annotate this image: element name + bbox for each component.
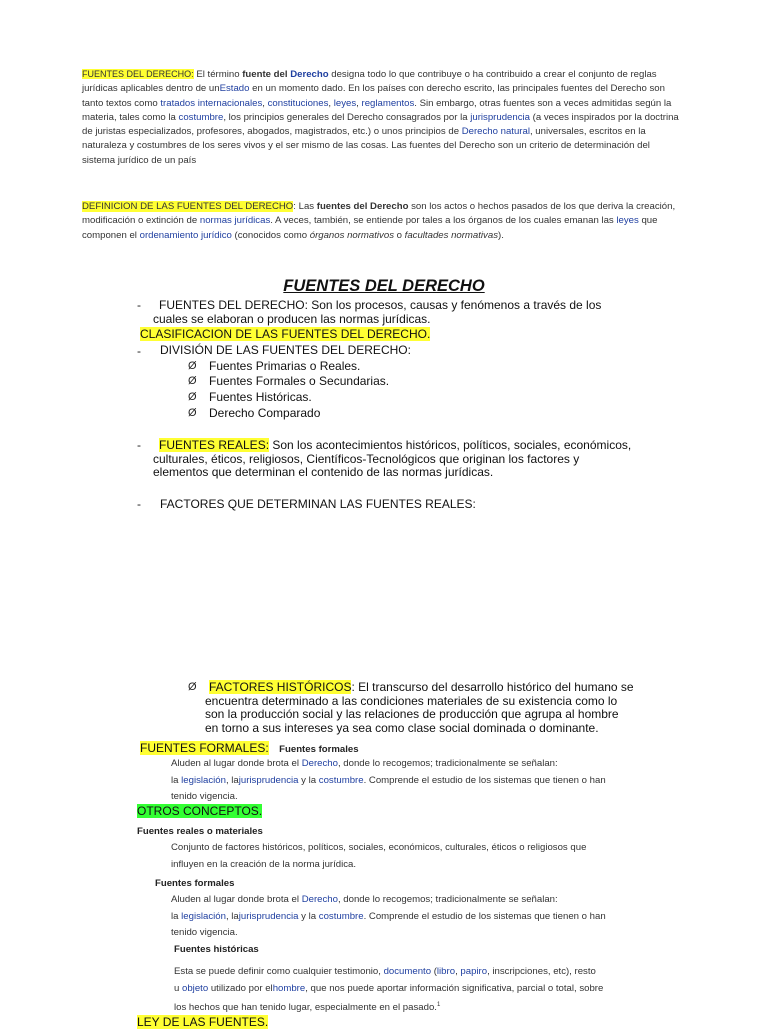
division-item: Fuentes Formales o Secundarias. — [209, 374, 390, 388]
dash-marker: - — [137, 438, 141, 452]
page-title: FUENTES DEL DERECHO — [283, 277, 485, 295]
link-documento[interactable]: documento — [383, 966, 432, 977]
fuentes-reales-paragraph: FUENTES REALES: Son los acontecimientos históricos, políticos, sociales, económicos, culturales, éticos, religiosos, Científicos-Tecnológicos que originan los factores y elementos que determinan el contenido de las normas jurídicas. — [153, 438, 632, 479]
division-item: Fuentes Históricas. — [209, 390, 312, 404]
link-estado[interactable]: Estado — [219, 83, 250, 95]
bullet-symbol: Ø — [188, 375, 197, 387]
dash-marker: - — [137, 298, 141, 312]
link-hombre[interactable]: hombre — [272, 982, 306, 994]
fuentes-historicas-heading: Fuentes históricas — [174, 944, 259, 955]
dash-marker: - — [137, 497, 141, 511]
fuentes-reales-text: Conjunto de factores históricos, políticos, sociales, económicos, culturales, éticos o religiosos que influyen en la creación de la norma jurídica. — [171, 842, 587, 870]
definicion-paragraph: DEFINICION DE LAS FUENTES DEL DERECHO: Las fuentes del Derecho son los actos o hechos pasados de los que deriva la creación, modificación o extinción de normas jurídicas. A veces, también, se entiende por tales a los órganos de los cuales emanan las leyes que componen el ordenamiento jurídico (conocidos como órganos normativos o facultades normativas). — [82, 201, 676, 241]
link-costumbre-3[interactable]: costumbre — [318, 910, 364, 922]
fuentes-formales-text-2: Aluden al lugar donde brota el Derecho, donde lo recogemos; tradicionalmente se señalan: la legislación, lajurisprudencia y la costumbre. Comprende el estudio de los sistemas que tienen o han tenido vigencia. — [171, 894, 606, 938]
link-libro[interactable]: libro — [436, 966, 456, 977]
fuentes-reales-heading: Fuentes reales o materiales — [137, 826, 263, 837]
link-costumbre-2[interactable]: costumbre — [318, 774, 364, 786]
dash-marker: - — [137, 344, 141, 358]
division-item: Derecho Comparado — [209, 406, 321, 420]
link-legislacion[interactable]: legislación — [181, 774, 226, 786]
link-jurisprudencia[interactable]: jurisprudencia — [470, 111, 530, 123]
fuentes-formales-heading-2: Fuentes formales — [155, 878, 235, 889]
link-derecho-natural[interactable]: Derecho natural — [461, 126, 530, 138]
link-legislacion-2[interactable]: legislación — [181, 910, 226, 922]
link-objeto[interactable]: objeto — [182, 982, 209, 994]
clasificacion-heading: CLASIFICACION DE LAS FUENTES DEL DERECHO. — [140, 327, 431, 341]
fuentes-historicas-text: Esta se puede definir como cualquier testimonio, documento (libro, papiro, inscripciones, etc), resto u objeto utilizado por elhombre, que nos puede aportar información significativa, parcial o total, sobre los hechos que han tenido lugar, especialmente en el pasado.$^1$ — [174, 966, 604, 1014]
link-leyes-2[interactable]: leyes — [616, 215, 639, 227]
footnote-marker[interactable]: 1 — [436, 1002, 441, 1008]
link-papiro[interactable]: papiro — [460, 966, 488, 977]
link-jurisprudencia-3[interactable]: jurisprudencia — [238, 910, 299, 922]
fuentes-formales-text: Aluden al lugar donde brota el Derecho, donde lo recogemos; tradicionalmente se señalan: la legislación, lajurisprudencia y la costumbre. Comprende el estudio de los sistemas que tienen o han tenido vigencia. — [171, 758, 606, 802]
fuentes-formales-row — [140, 739, 359, 757]
item-fuentes-derecho: FUENTES DEL DERECHO: Son los procesos, causas y fenómenos a través de los cuales se elaboran o producen las normas jurídicas. — [153, 298, 602, 326]
link-constituciones[interactable]: constituciones — [267, 97, 329, 109]
fuentes-formales-heading: Fuentes formales — [279, 744, 359, 755]
definicion-label: DEFINICION DE LAS FUENTES DEL DERECHO — [82, 201, 294, 212]
bullet-symbol: Ø — [188, 407, 197, 419]
division-heading: DIVISIÓN DE LAS FUENTES DEL DERECHO: — [160, 343, 411, 357]
link-costumbre[interactable]: costumbre — [178, 111, 224, 123]
intro-label: FUENTES DEL DERECHO: — [82, 69, 194, 79]
link-ordenamiento[interactable]: ordenamiento jurídico — [139, 229, 232, 241]
fuentes-reales-label: FUENTES REALES: — [159, 438, 270, 452]
bullet-symbol: Ø — [188, 360, 197, 372]
otros-conceptos-heading: OTROS CONCEPTOS. — [137, 804, 263, 818]
link-derecho-2[interactable]: Derecho — [301, 758, 338, 769]
division-item: Fuentes Primarias o Reales. — [209, 359, 361, 373]
link-normas[interactable]: normas jurídicas — [199, 215, 271, 227]
link-derecho[interactable]: Derecho — [290, 69, 329, 80]
ley-fuentes-heading: LEY DE LAS FUENTES. — [137, 1015, 269, 1029]
link-leyes[interactable]: leyes — [333, 97, 357, 109]
factores-historicos-paragraph: FACTORES HISTÓRICOS: El transcurso del desarrollo histórico del humano se encuentra determinado a las condiciones materiales de su existencia como lo son la producción social y las relaciones de producción que agrupa al hombre en torno a sus intereses ya sea como clase social dominada o dominante. — [205, 680, 634, 735]
link-derecho-3[interactable]: Derecho — [301, 894, 338, 905]
factores-heading: FACTORES QUE DETERMINAN LAS FUENTES REALES: — [160, 497, 476, 511]
factores-historicos-label: FACTORES HISTÓRICOS — [209, 680, 352, 694]
fuentes-formales-label: FUENTES FORMALES: — [140, 741, 269, 755]
link-reglamentos[interactable]: reglamentos — [361, 97, 415, 109]
link-tratados[interactable]: tratados internacionales — [160, 97, 263, 109]
intro-paragraph: FUENTES DEL DERECHO: El término fuente del Derecho designa todo lo que contribuye o ha contribuido a crear el conjunto de reglas jurídicas aplicables dentro de unEstado en un momento dado. En los países con derecho escrito, las principales fuentes del Derecho son tanto textos como tratados internacionales, constituciones, leyes, reglamentos. Sin embargo, otras fuentes son a veces admitidas según la materia, tales como la costumbre, los principios generales del Derecho consagrados por la jurisprudencia (a veces inspirados por la doctrina de juristas especializados, profesores, abogados, magistrados, etc.) o unos principios de Derecho natural, universales, escritos en la naturaleza y costumbres de los seres vivos y el ser mismo de las cosas. Las fuentes del Derecho son un criterio de determinación del sistema jurídico de un país — [82, 69, 679, 166]
bullet-symbol: Ø — [188, 391, 197, 403]
bullet-symbol: Ø — [188, 681, 197, 693]
link-jurisprudencia-2[interactable]: jurisprudencia — [238, 774, 299, 786]
